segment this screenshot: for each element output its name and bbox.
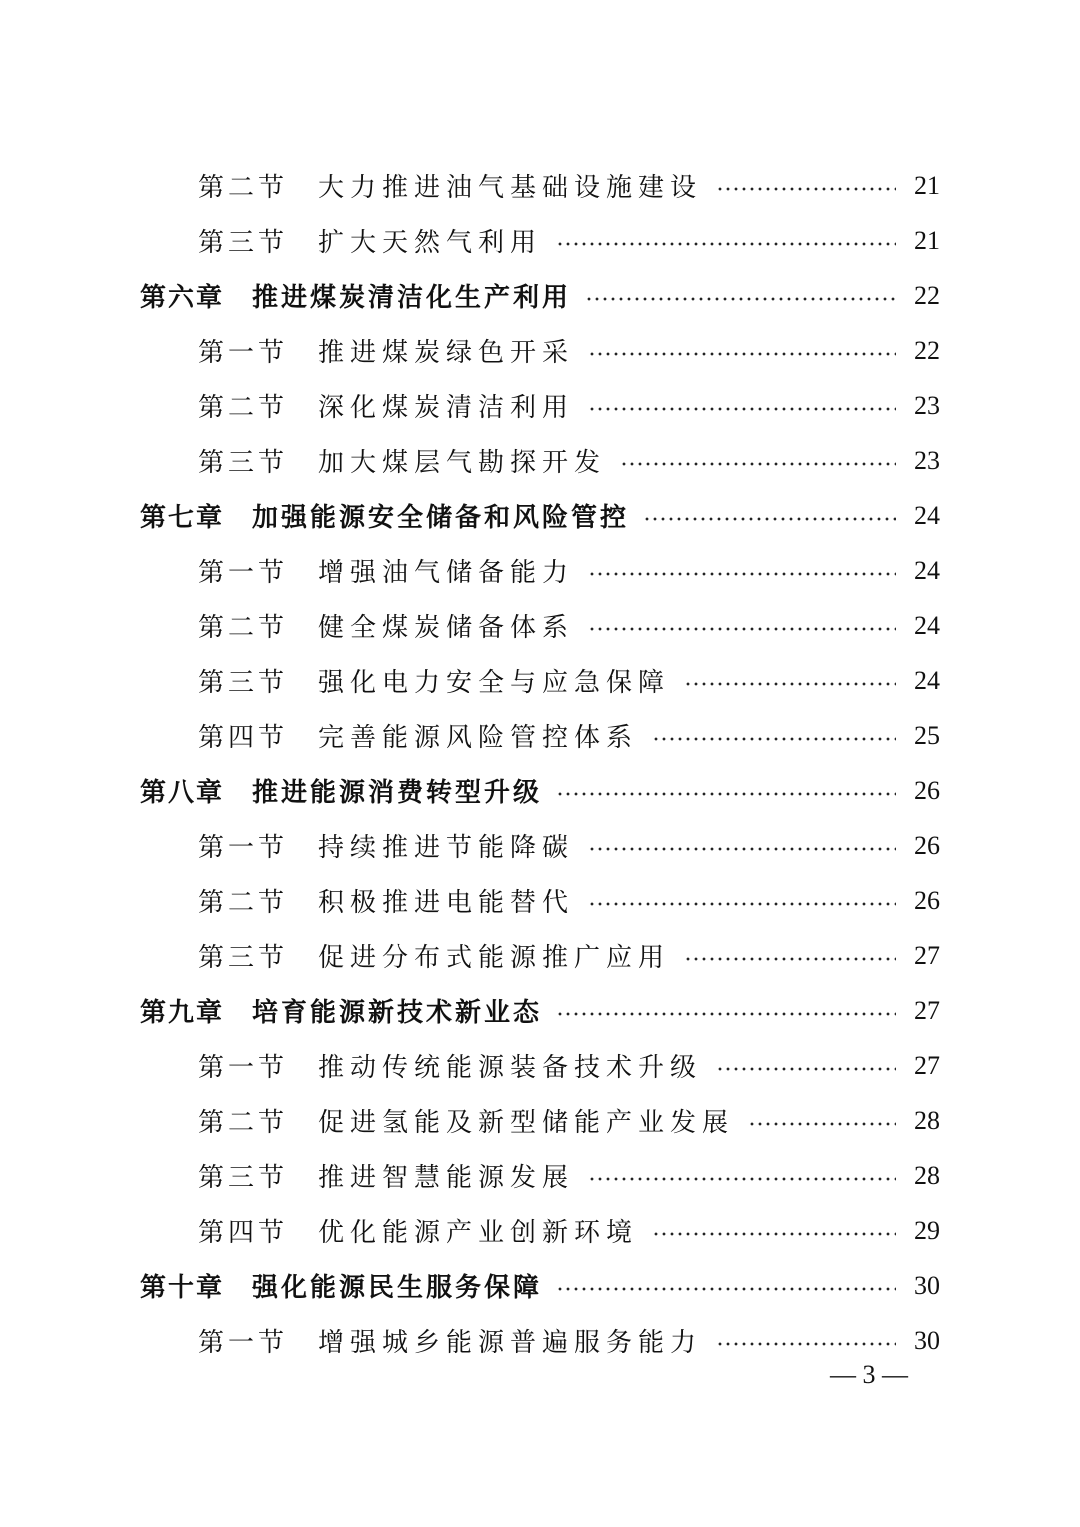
toc-entry-title: 持续推进节能降碳 xyxy=(318,833,575,863)
dot-leader xyxy=(652,737,896,741)
toc-entry-title: 完善能源风险管控体系 xyxy=(318,723,639,753)
dot-leader xyxy=(716,187,896,191)
toc-entry-number: 第九章 xyxy=(140,998,225,1028)
toc-entry-number: 第三节 xyxy=(198,448,289,478)
toc-entry-number: 第六章 xyxy=(140,283,225,313)
toc-section-entry xyxy=(0,323,1080,378)
dot-leader xyxy=(556,792,896,796)
toc-section-entry xyxy=(0,818,1080,873)
dot-leader xyxy=(588,1177,896,1181)
dot-leader xyxy=(588,407,896,411)
toc-entry-number: 第七章 xyxy=(140,503,225,533)
toc-entry-page: 21 xyxy=(914,225,940,255)
toc-entry-number: 第二节 xyxy=(198,1108,289,1138)
toc-entry-number: 第二节 xyxy=(198,613,289,643)
toc-entry-page: 21 xyxy=(914,170,940,200)
toc-section-entry xyxy=(0,543,1080,598)
toc-entry-page: 27 xyxy=(914,995,940,1025)
toc-entry-title: 积极推进电能替代 xyxy=(318,888,575,918)
toc-entry-title: 促进分布式能源推广应用 xyxy=(318,943,671,973)
dot-leader xyxy=(588,627,896,631)
toc-section-entry xyxy=(0,1093,1080,1148)
toc-entry-page: 23 xyxy=(914,445,940,475)
dot-leader xyxy=(643,517,896,521)
toc-section-entry xyxy=(0,873,1080,928)
toc-entry-number: 第一节 xyxy=(198,338,289,368)
toc-entry-title: 大力推进油气基础设施建设 xyxy=(318,173,703,203)
dot-leader xyxy=(588,352,896,356)
toc-chapter-entry xyxy=(0,763,1080,818)
toc-section-entry xyxy=(0,433,1080,488)
toc-chapter-entry xyxy=(0,488,1080,543)
toc-entry-title: 推动传统能源装备技术升级 xyxy=(318,1053,703,1083)
toc-entry-title: 优化能源产业创新环境 xyxy=(318,1218,639,1248)
dot-leader xyxy=(684,682,896,686)
toc-entry-number: 第四节 xyxy=(198,723,289,753)
toc-entry-title: 加强能源安全储备和风险管控 xyxy=(252,503,630,533)
dot-leader xyxy=(556,1287,896,1291)
toc-entry-page: 30 xyxy=(914,1325,940,1355)
dot-leader xyxy=(585,297,896,301)
toc-entry-number: 第十章 xyxy=(140,1273,225,1303)
toc-entry-title: 推进煤炭绿色开采 xyxy=(318,338,575,368)
dot-leader xyxy=(684,957,896,961)
toc-entry-number: 第二节 xyxy=(198,393,289,423)
toc-entry-page: 29 xyxy=(914,1215,940,1245)
toc-entry-page: 24 xyxy=(914,500,940,530)
toc-entry-number: 第三节 xyxy=(198,1163,289,1193)
toc-entry-page: 22 xyxy=(914,335,940,365)
toc-section-entry xyxy=(0,653,1080,708)
dot-leader xyxy=(748,1122,896,1126)
toc-entry-number: 第二节 xyxy=(198,888,289,918)
toc-entry-page: 28 xyxy=(914,1105,940,1135)
toc-entry-number: 第三节 xyxy=(198,228,289,258)
toc-section-entry xyxy=(0,1313,1080,1368)
dot-leader xyxy=(716,1342,896,1346)
toc-entry-title: 健全煤炭储备体系 xyxy=(318,613,575,643)
toc-entry-number: 第三节 xyxy=(198,943,289,973)
toc-entry-page: 24 xyxy=(914,610,940,640)
toc-chapter-entry xyxy=(0,268,1080,323)
toc-entry-page: 27 xyxy=(914,940,940,970)
toc-entry-page: 28 xyxy=(914,1160,940,1190)
toc-entry-number: 第一节 xyxy=(198,833,289,863)
toc-entry-title: 增强城乡能源普遍服务能力 xyxy=(318,1328,703,1358)
toc-entry-number: 第一节 xyxy=(198,1328,289,1358)
toc-entry-page: 26 xyxy=(914,885,940,915)
toc-section-entry xyxy=(0,928,1080,983)
toc-entry-title: 扩大天然气利用 xyxy=(318,228,543,258)
dot-leader xyxy=(588,902,896,906)
toc-entry-number: 第一节 xyxy=(198,1053,289,1083)
toc-section-entry xyxy=(0,378,1080,433)
toc-entry-title: 强化电力安全与应急保障 xyxy=(318,668,671,698)
toc-entry-title: 增强油气储备能力 xyxy=(318,558,575,588)
toc-section-entry xyxy=(0,1038,1080,1093)
toc-entry-page: 25 xyxy=(914,720,940,750)
toc-entry-title: 强化能源民生服务保障 xyxy=(252,1273,543,1303)
toc-section-entry xyxy=(0,158,1080,213)
toc-entry-title: 深化煤炭清洁利用 xyxy=(318,393,575,423)
toc-entry-title: 推进能源消费转型升级 xyxy=(252,778,543,808)
toc-entry-title: 促进氢能及新型储能产业发展 xyxy=(318,1108,735,1138)
toc-entry-page: 26 xyxy=(914,830,940,860)
dot-leader xyxy=(588,572,896,576)
toc-entry-number: 第三节 xyxy=(198,668,289,698)
dot-leader xyxy=(652,1232,896,1236)
toc-section-entry xyxy=(0,598,1080,653)
dot-leader xyxy=(556,242,896,246)
toc-entry-number: 第四节 xyxy=(198,1218,289,1248)
toc-section-entry xyxy=(0,213,1080,268)
toc-entry-page: 24 xyxy=(914,665,940,695)
toc-entry-number: 第八章 xyxy=(140,778,225,808)
toc-entry-title: 培育能源新技术新业态 xyxy=(252,998,543,1028)
toc-entry-title: 加大煤层气勘探开发 xyxy=(318,448,607,478)
dot-leader xyxy=(588,847,896,851)
toc-chapter-entry xyxy=(0,983,1080,1038)
toc-entry-page: 30 xyxy=(914,1270,940,1300)
toc-entry-page: 27 xyxy=(914,1050,940,1080)
toc-entry-title: 推进煤炭清洁化生产利用 xyxy=(252,283,572,313)
toc-section-entry xyxy=(0,708,1080,763)
toc-entry-page: 24 xyxy=(914,555,940,585)
toc-section-entry xyxy=(0,1148,1080,1203)
dot-leader xyxy=(620,462,896,466)
dot-leader xyxy=(556,1012,896,1016)
page-number: — 3 — xyxy=(830,1360,908,1389)
toc-entry-page: 22 xyxy=(914,280,940,310)
toc-entry-title: 推进智慧能源发展 xyxy=(318,1163,575,1193)
toc-section-entry xyxy=(0,1203,1080,1258)
dot-leader xyxy=(716,1067,896,1071)
table-of-contents xyxy=(0,158,1080,1368)
toc-entry-page: 26 xyxy=(914,775,940,805)
toc-entry-page: 23 xyxy=(914,390,940,420)
toc-chapter-entry xyxy=(0,1258,1080,1313)
toc-entry-number: 第二节 xyxy=(198,173,289,203)
toc-entry-number: 第一节 xyxy=(198,558,289,588)
